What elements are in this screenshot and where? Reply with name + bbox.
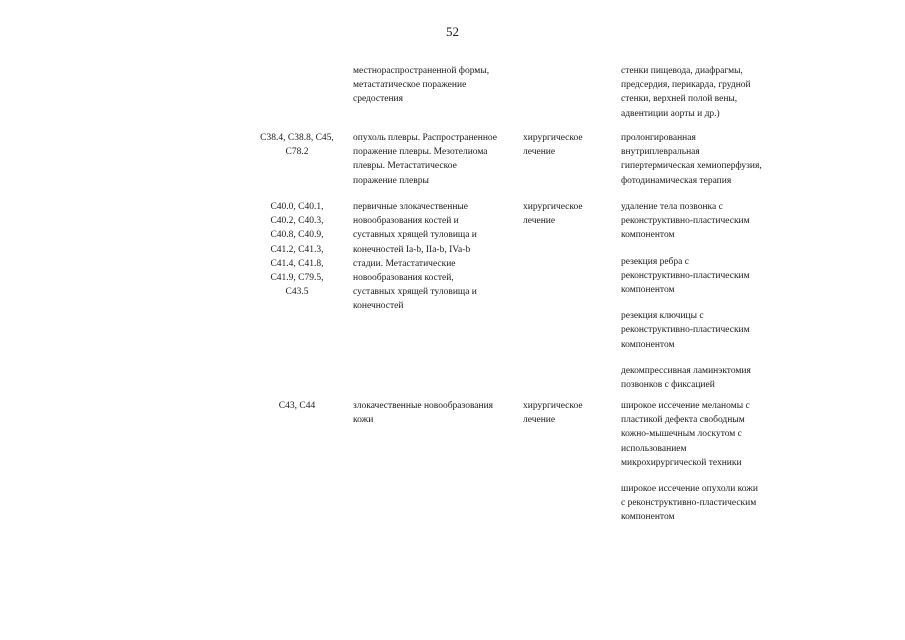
row-1-diagnosis xyxy=(353,131,521,188)
row-3-method-line: микрохирургической техники xyxy=(621,457,742,468)
row-0-method xyxy=(621,64,801,121)
row-0-method-line: стенки, верхней полой вены, xyxy=(621,94,738,105)
row-2-diagnosis-line: стадии. Метастатические xyxy=(353,258,456,269)
row-3-diagnosis-line: кожи xyxy=(353,415,374,426)
row-1-treatment-line: лечение xyxy=(523,147,556,158)
row-2-method-line: компонентом xyxy=(621,339,675,350)
row-2-treatment xyxy=(523,200,613,228)
row-1-method-line: внутриплевральная xyxy=(621,147,700,158)
row-1-code-line: C78.2 xyxy=(285,147,309,158)
row-0-methods xyxy=(621,64,801,121)
row-2-diagnosis-line: конечностей xyxy=(353,301,404,312)
row-2-code-line: C40.8, C40.9, xyxy=(270,230,324,241)
row-2-method-line: резекция ребра с xyxy=(621,256,689,267)
row-2-method-line: реконструктивно-пластическим xyxy=(621,216,750,227)
row-2-diagnosis-line: новообразования костей, xyxy=(353,273,454,284)
row-2-diagnosis xyxy=(353,200,521,314)
row-0-diagnosis-line: местнораспространенной формы, xyxy=(353,66,490,76)
row-1-method-line: гипертермическая хемиоперфузия, xyxy=(621,161,762,172)
row-2-method xyxy=(621,200,801,243)
row-0-method-line: предсердия, перикарда, грудной xyxy=(621,80,751,91)
row-1-diagnosis-line: поражение плевры xyxy=(353,175,429,186)
row-3-method-line: с реконструктивно-пластическим xyxy=(621,498,757,509)
row-2-code-line: C40.0, C40.1, xyxy=(270,202,324,212)
row-2-code-line: C40.2, C40.3, xyxy=(270,216,324,227)
row-3-diagnosis xyxy=(353,399,521,427)
row-2-methods xyxy=(621,200,801,392)
row-3-method xyxy=(621,399,801,470)
row-2-code-line: C41.4, C41.8, xyxy=(270,258,324,269)
row-2-method-line: компонентом xyxy=(621,285,675,296)
row-3-method-line: использованием xyxy=(621,443,687,454)
row-3-code xyxy=(252,399,342,413)
row-1-methods xyxy=(621,131,801,188)
row-0-method-line: стенки пищевода, диафрагмы, xyxy=(621,66,743,76)
row-3-diagnosis-line: злокачественные новообразования xyxy=(353,401,494,411)
row-3-methods xyxy=(621,399,801,525)
row-2-diagnosis-line: суставных хрящей туловища и xyxy=(353,230,477,241)
row-0-method-line: адвентиции аорты и др.) xyxy=(621,108,720,119)
row-2-treatment-line: лечение xyxy=(523,216,556,227)
row-3-method xyxy=(621,482,801,525)
row-0-diagnosis xyxy=(353,64,521,107)
row-2-method-line: декомпрессивная ламинэктомия xyxy=(621,365,751,376)
row-1-treatment xyxy=(523,131,613,159)
row-2-method-line: реконструктивно-пластическим xyxy=(621,270,750,281)
row-2-code-line: C41.9, C79.5, xyxy=(270,273,324,284)
row-1-diagnosis-line: поражение плевры. Мезотелиома xyxy=(353,147,488,158)
row-1-treatment-line: хирургическое xyxy=(523,133,583,143)
row-2-code-line: C41.2, C41.3, xyxy=(270,244,324,255)
row-3-treatment-line: лечение xyxy=(523,415,556,426)
row-2-method-line: позвонков с фиксацией xyxy=(621,380,715,391)
row-2-method-line: резекция ключицы с xyxy=(621,311,704,322)
row-2-code-line: C43.5 xyxy=(285,287,309,298)
row-3-method-line: пластикой дефекта свободным xyxy=(621,415,745,426)
row-2-method xyxy=(621,255,801,298)
row-3-treatment-line: хирургическое xyxy=(523,401,583,411)
row-2-treatment-line: хирургическое xyxy=(523,202,583,212)
row-3-code-line: C43, C44 xyxy=(278,401,316,411)
row-1-method xyxy=(621,131,801,188)
row-2-method-line: удаление тела позвонка с xyxy=(621,202,723,212)
row-2-diagnosis-line: конечностей Ia-b, IIa-b, IVa-b xyxy=(353,244,471,255)
row-2-diagnosis-line: суставных хрящей туловища и xyxy=(353,287,477,298)
row-3-method-line: широкое иссечение опухоли кожи xyxy=(621,484,758,495)
row-2-method xyxy=(621,309,801,352)
row-0-diagnosis-line: средостения xyxy=(353,94,404,105)
row-2-method-line: реконструктивно-пластическим xyxy=(621,325,750,336)
row-2-method xyxy=(621,364,801,392)
row-1-code-line: C38.4, C38.8, C45, xyxy=(260,133,334,143)
row-2-method-line: компонентом xyxy=(621,230,675,241)
row-0-diagnosis-line: метастатическое поражение xyxy=(353,80,467,91)
row-1-diagnosis-line: опухоль плевры. Распространенное xyxy=(353,133,497,143)
row-1-method-line: фотодинамическая терапия xyxy=(621,175,732,186)
row-3-method-line: широкое иссечение меланомы с xyxy=(621,401,750,411)
row-1-diagnosis-line: плевры. Метастатическое xyxy=(353,161,457,172)
row-1-method-line: пролонгированная xyxy=(621,133,696,143)
row-2-diagnosis-line: первичные злокачественные xyxy=(353,202,469,212)
row-2-diagnosis-line: новообразования костей и xyxy=(353,216,459,227)
row-3-method-line: компонентом xyxy=(621,512,675,523)
row-1-code xyxy=(252,131,342,159)
row-3-method-line: кожно-мышечным лоскутом с xyxy=(621,429,742,440)
page-number: 52 xyxy=(446,24,459,39)
row-3-treatment xyxy=(523,399,613,427)
row-2-code xyxy=(252,200,342,299)
